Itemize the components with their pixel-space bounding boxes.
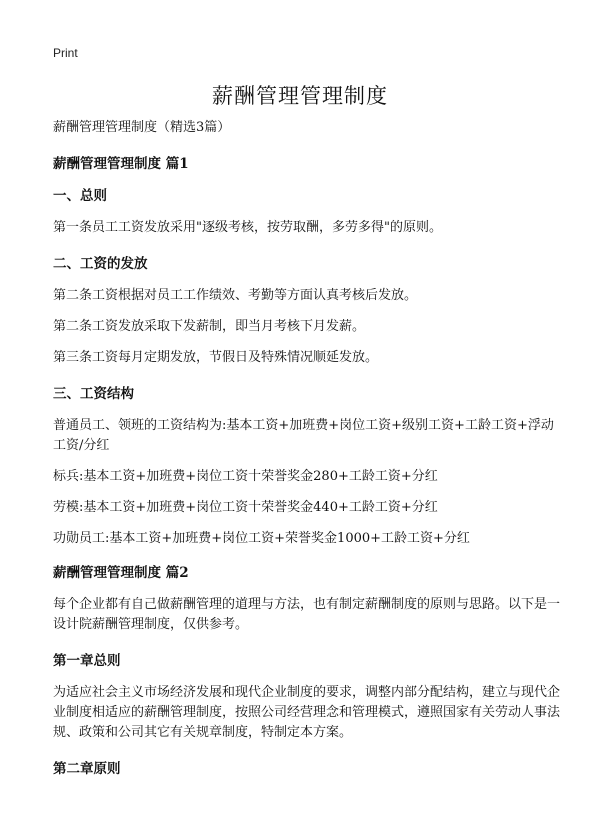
chapter1-paragraph: 为适应社会主义市场经济发展和现代企业制度的要求，调整内部分配结构，建立与现代企业制度相适应的薪酬管理制度，按照公司经营理念和管理模式，遵照国家有关劳动人事法规、政策和公司其它有关规章制度，特制定本方案。	[53, 685, 561, 740]
chapter2-heading: 第二章原则	[53, 761, 121, 777]
structure-paragraph-4: 功勋员工:基本工资+加班费+岗位工资+荣誉奖金1000+工龄工资+分红	[53, 531, 470, 546]
section-structure-heading: 三、工资结构	[53, 386, 134, 402]
payment-paragraph-1: 第二条工资根据对员工工作绩效、考勤等方面认真考核后发放。	[53, 288, 418, 303]
structure-paragraph-3: 劳模:基本工资+加班费+岗位工资十荣誉奖金440+工龄工资+分红	[53, 500, 438, 515]
print-label: Print	[53, 46, 78, 60]
structure-paragraph-1: 普通员工、领班的工资结构为:基本工资+加班费+岗位工资+级别工资+工龄工资+浮动工资/分红	[53, 418, 554, 453]
part2-intro-paragraph: 每个企业都有自己做薪酬管理的道理与方法，也有制定薪酬制度的原则与思路。以下是一设计院薪酬管理制度，仅供参考。	[53, 597, 561, 632]
page-title: 薪酬管理管理制度	[212, 84, 388, 108]
document-subtitle: 薪酬管理管理制度（精选3篇）	[53, 120, 231, 135]
part2-heading: 薪酬管理管理制度 篇2	[53, 565, 189, 581]
document-body	[53, 118, 560, 791]
payment-paragraph-3: 第三条工资每月定期发放，节假日及特殊情况顺延发放。	[53, 350, 379, 365]
structure-paragraph-2: 标兵:基本工资+加班费+岗位工资十荣誉奖金280+工龄工资+分红	[53, 469, 438, 484]
section-general-paragraph: 第一条员工工资发放采用"逐级考核，按劳取酬，多劳多得"的原则。	[53, 220, 442, 235]
payment-paragraph-2: 第二条工资发放采取下发薪制，即当月考核下月发薪。	[53, 319, 366, 334]
section-general-heading: 一、总则	[53, 188, 107, 204]
part1-heading: 薪酬管理管理制度 篇1	[53, 156, 189, 172]
section-payment-heading: 二、工资的发放	[53, 256, 148, 272]
chapter1-heading: 第一章总则	[53, 653, 121, 669]
